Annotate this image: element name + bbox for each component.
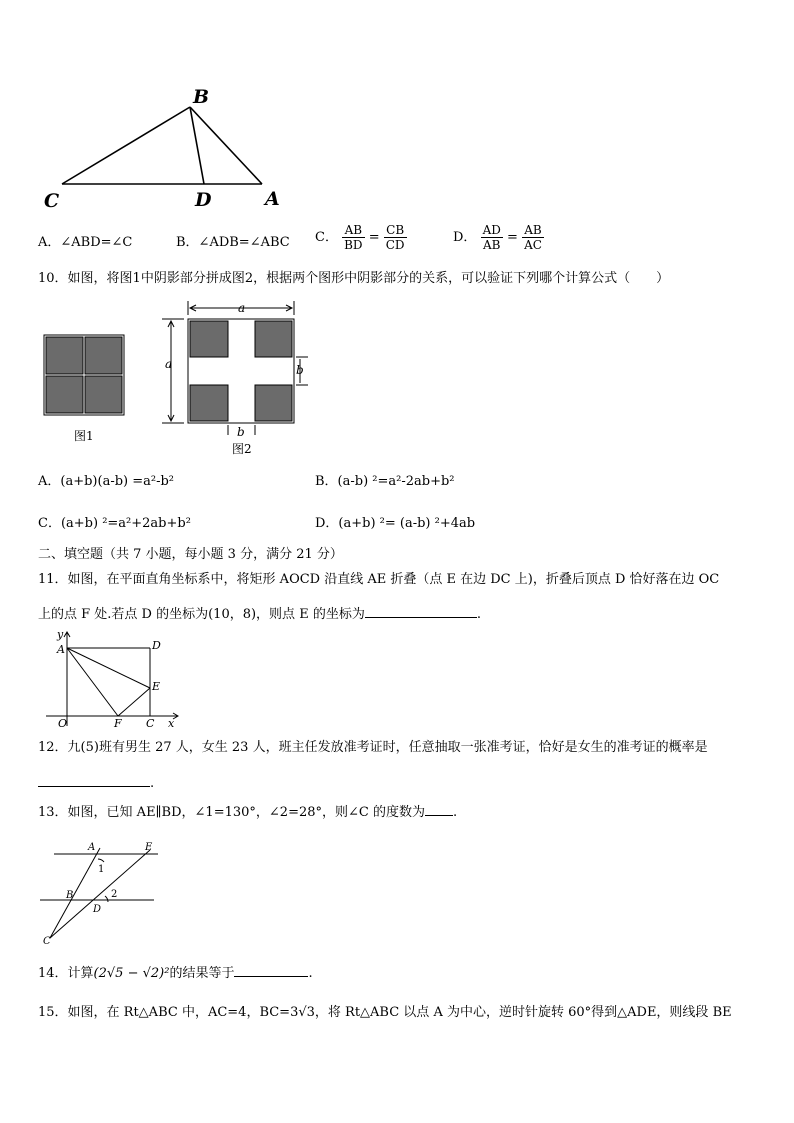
segment-CB [62, 107, 190, 184]
label-b-bottom: b [237, 425, 245, 439]
figure-1 [44, 335, 124, 415]
q12-line1: 12．九(5)班有男生 27 人，女生 23 人，班主任发放准考证时，任意抽取一张准考证，恰好是女生的准考证的概率是 [38, 740, 708, 755]
fraction-ab-ac: $\frac{AB}{AC}$ [524, 223, 542, 252]
equals-sign: = [368, 230, 380, 245]
point-F: F [114, 717, 122, 730]
angle-1-label: 1 [98, 864, 105, 875]
segment-BA [190, 107, 262, 184]
q11-line2-end: . [476, 607, 481, 622]
q9-option-d-prefix: D． [453, 230, 477, 245]
axis-y-label: y [57, 628, 64, 641]
q12-answer-blank[interactable] [38, 772, 150, 787]
angle-2-label: 2 [111, 889, 118, 900]
label-C: C [44, 190, 60, 212]
q11-line2 [38, 603, 481, 624]
label-D: D [195, 189, 212, 211]
q13-answer-blank[interactable] [425, 801, 453, 816]
q12-line2 [38, 772, 154, 793]
q13-text-body: 13．如图，已知 AE∥BD，∠1=130°，∠2=28°，则∠C 的度数为 [38, 805, 425, 820]
q14-end: . [308, 966, 313, 981]
q14-answer-blank[interactable] [234, 962, 308, 977]
fraction-ab-bd: $\frac{AB}{BD}$ [344, 223, 363, 252]
q10-option-d: D．(a+b) ²= (a-b) ²+4ab [315, 516, 476, 531]
q10-option-c: C．(a+b) ²=a²+2ab+b² [38, 516, 191, 531]
point-E: E [145, 842, 153, 853]
fraction-ad-ab: $\frac{AD}{AB}$ [482, 223, 501, 252]
fig1-label: 图1 [74, 429, 94, 443]
q13-text [38, 801, 457, 822]
q14-expression: (2√5 − √2)² [93, 966, 170, 981]
q14-text [38, 962, 313, 983]
q9-option-a: A．∠ABD=∠C [38, 235, 133, 250]
point-D: D [93, 904, 102, 915]
fraction-cb-cd: $\frac{CB}{CD}$ [385, 223, 405, 252]
figure-2 [188, 319, 294, 423]
point-C: C [146, 717, 155, 730]
q10-option-b: B．(a-b) ²=a²-2ab+b² [315, 474, 455, 489]
q10-figures [38, 295, 318, 460]
label-a-top: a [238, 301, 246, 315]
q13-figure [38, 838, 168, 948]
q14-suffix: 的结果等于 [169, 966, 235, 981]
segment-BD [190, 107, 204, 184]
point-C: C [43, 936, 51, 947]
q12-line2-end: . [150, 776, 155, 791]
q11-figure [40, 628, 190, 730]
q9-option-d [453, 223, 544, 252]
q11-line2-text: 上的点 F 处.若点 D 的坐标为(10，8)，则点 E 的坐标为 [38, 607, 365, 622]
q14-prefix: 14．计算 [38, 966, 94, 981]
q10-option-a: A．(a+b)(a-b) =a²-b² [38, 474, 175, 489]
label-a-left: a [165, 357, 173, 371]
section-heading: 二、填空题（共 7 小题，每小题 3 分，满分 21 分） [38, 547, 343, 562]
label-b-right: b [296, 363, 304, 377]
point-E: E [152, 680, 161, 693]
q9-option-b: B．∠ADB=∠ABC [176, 235, 290, 250]
point-A: A [57, 643, 65, 656]
fig2-label: 图2 [232, 442, 252, 456]
label-A: A [265, 188, 280, 210]
label-B: B [193, 86, 210, 108]
q11-answer-blank[interactable] [365, 603, 477, 618]
q13-end: . [452, 805, 458, 820]
q9-option-c-prefix: C． [315, 230, 338, 245]
equals-sign: = [507, 230, 518, 245]
triangle-figure [40, 80, 300, 215]
point-D: D [152, 639, 161, 652]
point-B: B [66, 890, 74, 901]
q15-text: 15．如图，在 Rt△ABC 中，AC=4，BC=3√3，将 Rt△ABC 以点 A 为中心，逆时针旋转 60°得到△ADE，则线段 BE [38, 1005, 732, 1020]
point-O: O [58, 717, 68, 730]
q10-text: 10．如图，将图1中阴影部分拼成图2，根据两个图形中阴影部分的关系，可以验证下列哪个计算公式（ ） [38, 271, 670, 286]
point-A: A [88, 842, 96, 853]
axis-x-label: x [168, 717, 175, 730]
q9-option-c [315, 223, 407, 252]
q11-line1: 11．如图，在平面直角坐标系中，将矩形 AOCD 沿直线 AE 折叠（点 E 在边 DC 上)，折叠后顶点 D 恰好落在边 OC [38, 572, 720, 587]
